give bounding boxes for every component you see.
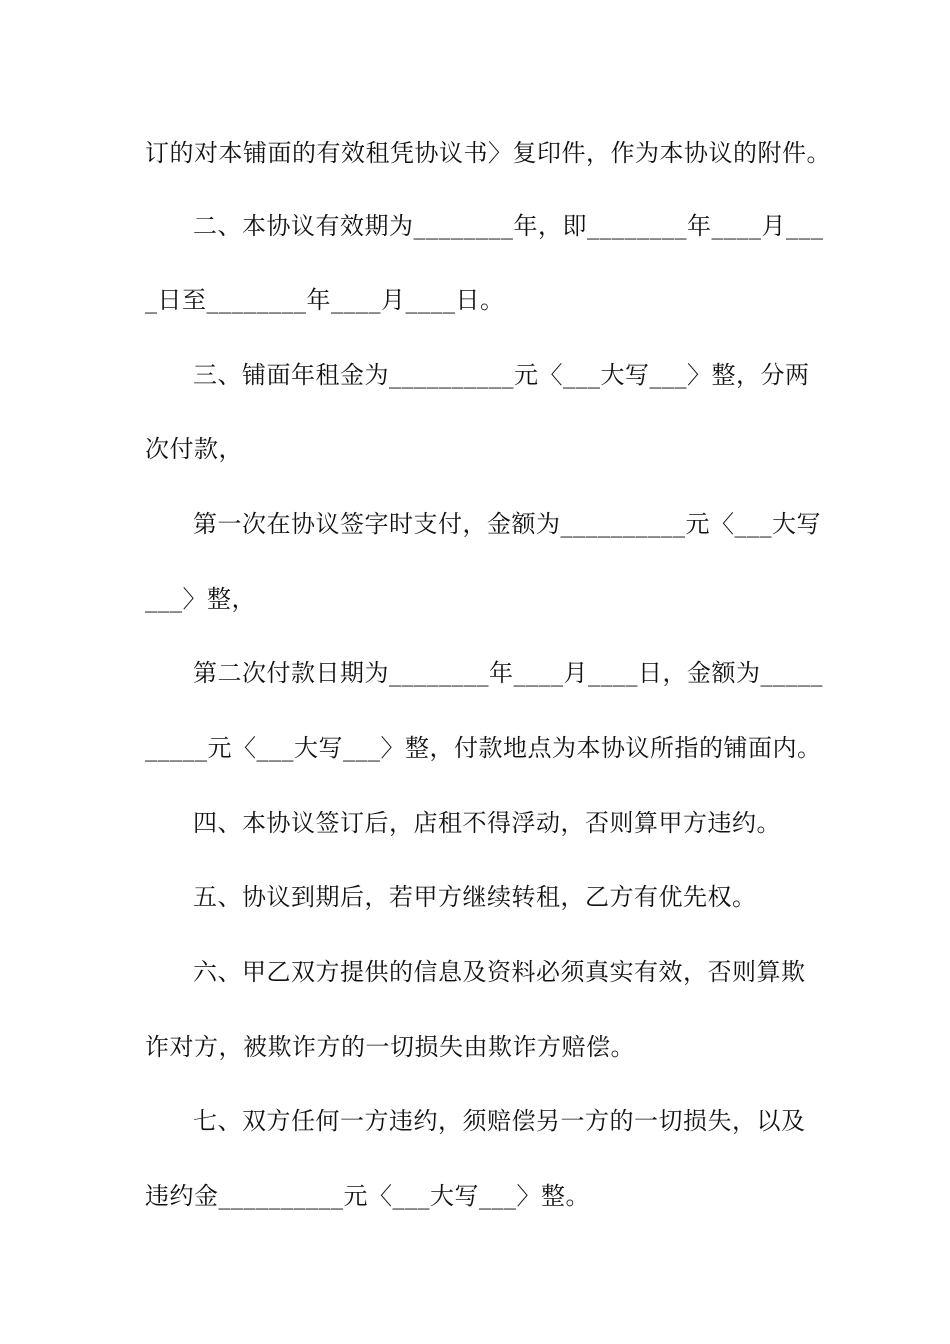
clause-4-no-rent-change: 四、本协议签订后，店租不得浮动，否则算甲方违约。 bbox=[193, 809, 781, 837]
clause-3-annual-rent-cont: 次付款， bbox=[145, 435, 243, 463]
first-payment-line-cont: ___〉整， bbox=[145, 585, 256, 613]
clause-3-annual-rent: 三、铺面年租金为__________元〈___大写___〉整，分两 bbox=[193, 361, 810, 389]
clause-2-validity-period: 二、本协议有效期为________年，即________年____月___ bbox=[193, 212, 824, 240]
second-payment-line: 第二次付款日期为________年____月____日，金额为_____ bbox=[193, 659, 823, 687]
clause-7-breach-compensation: 七、双方任何一方违约，须赔偿另一方的一切损失，以及 bbox=[193, 1107, 806, 1135]
second-payment-line-cont: _____元〈___大写___〉整，付款地点为本协议所指的铺面内。 bbox=[145, 734, 822, 762]
clause-7-breach-compensation-cont: 违约金__________元〈___大写___〉整。 bbox=[145, 1182, 590, 1210]
clause-6-truthful-info: 六、甲乙双方提供的信息及资料必须真实有效，否则算欺 bbox=[193, 958, 806, 986]
text-line-continuation-attachment: 订的对本铺面的有效租凭协议书〉复印件，作为本协议的附件。 bbox=[145, 139, 831, 167]
clause-6-truthful-info-cont: 诈对方，被欺诈方的一切损失由欺诈方赔偿。 bbox=[145, 1033, 635, 1061]
first-payment-line: 第一次在协议签字时支付，金额为__________元〈___大写 bbox=[193, 510, 821, 538]
clause-5-priority-right: 五、协议到期后，若甲方继续转租，乙方有优先权。 bbox=[193, 883, 757, 911]
clause-2-validity-period-cont: _日至________年____月____日。 bbox=[145, 286, 505, 314]
